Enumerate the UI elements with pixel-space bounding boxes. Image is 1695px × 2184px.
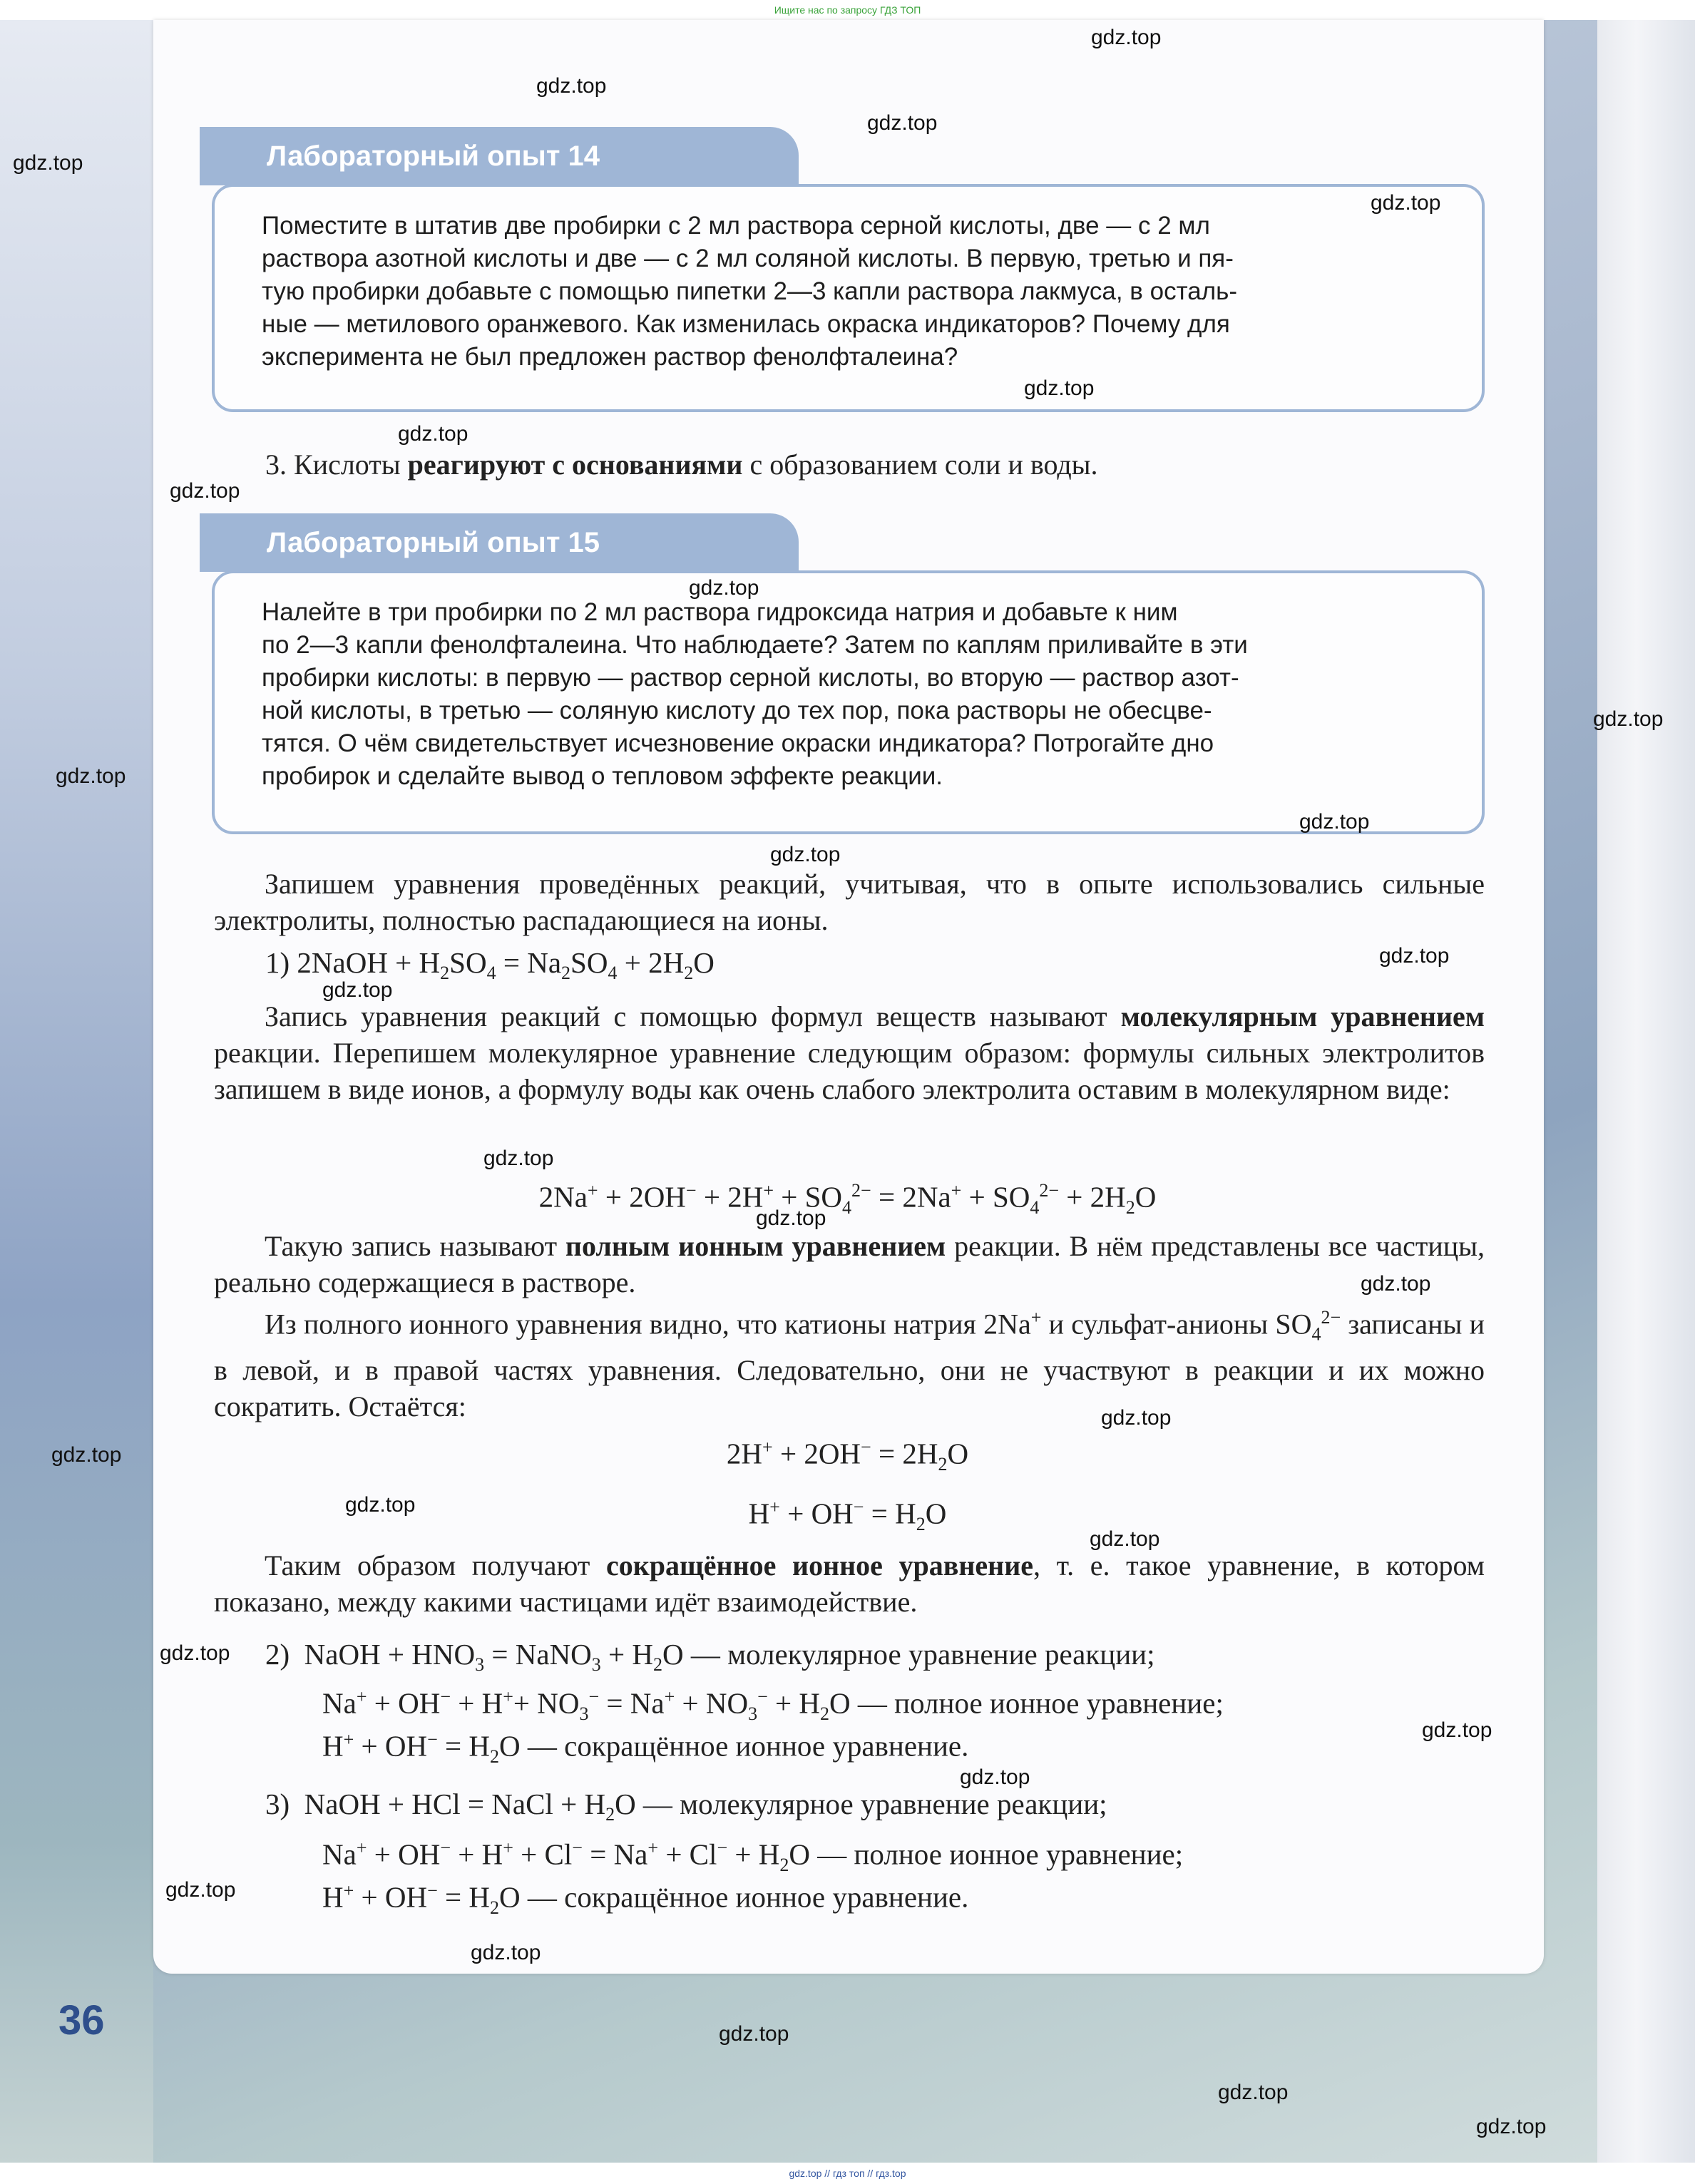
- lab15-line: тятся. О чём свидетельствует исчезновение окраски индикатора? Потрогайте дно: [262, 729, 1214, 757]
- equation-1-full-ionic: $2Na^+ + 2OH^- + 2H^+ + SO_4^{2-} = 2Na^+ + SO_4^{2-} + 2H_2O$: [538, 1180, 1157, 1218]
- equation-2-molecular: 2) NaOH + $HNO_3$ = NaNO$_3$ + $H_2O$ — молекулярное уравнение реакции;: [265, 1638, 1155, 1676]
- lab15-title: Лабораторный опыт 15: [200, 513, 799, 572]
- watermark: gdz.top: [160, 1641, 230, 1665]
- lab15-box: [212, 570, 1485, 834]
- header-note: Ищите нас по запросу ГДЗ ТОП: [774, 4, 921, 16]
- watermark: gdz.top: [719, 2022, 789, 2046]
- equation-reduced-1: $2H^+ + 2OH^- = 2H_2O$: [726, 1437, 969, 1475]
- watermark: gdz.top: [1090, 1527, 1160, 1551]
- watermark: gdz.top: [1091, 26, 1162, 49]
- watermark: gdz.top: [398, 422, 468, 446]
- watermark: gdz.top: [1218, 2081, 1289, 2104]
- lab15-line: пробирок и сделайте вывод о тепловом эффекте реакции.: [262, 762, 943, 790]
- watermark: gdz.top: [1371, 191, 1441, 215]
- watermark: gdz.top: [51, 1443, 122, 1467]
- book-spine: [1597, 20, 1695, 2163]
- watermark: gdz.top: [345, 1493, 416, 1517]
- watermark: gdz.top: [483, 1147, 554, 1170]
- equation-reduced-2: $H^+ + OH^- = H_2O$: [748, 1497, 947, 1534]
- watermark: gdz.top: [756, 1206, 826, 1230]
- watermark: gdz.top: [170, 479, 240, 503]
- watermark: gdz.top: [960, 1765, 1030, 1789]
- lab14-box: [212, 184, 1485, 412]
- watermark: gdz.top: [1361, 1272, 1431, 1296]
- watermark: gdz.top: [536, 74, 607, 98]
- equation-1-molecular: 1) 2NaOH + $H_2SO_4 = Na_2SO_4 + 2H_2O$: [265, 946, 715, 984]
- footer-note: gdz.top // гдз топ // гдз.top: [789, 2168, 906, 2179]
- watermark: gdz.top: [1101, 1406, 1172, 1430]
- equation-2-short: $H^+ + OH^- = H_2O$ — сокращённое ионное уравнение.: [322, 1729, 969, 1767]
- watermark: gdz.top: [56, 764, 126, 788]
- watermark: gdz.top: [1593, 707, 1664, 731]
- lab14-line: раствора азотной кислоты и две — с 2 мл соляной кислоты. В первую, третью и пя-: [262, 245, 1234, 272]
- lab14-line: эксперимента не был предложен раствор фенолфталеина?: [262, 343, 958, 371]
- left-background: [0, 20, 153, 2163]
- lab14-line: ные — метилового оранжевого. Как изменилась окраска индикаторов? Почему для: [262, 310, 1230, 338]
- lab15-line: по 2—3 капли фенолфталеина. Что наблюдаете? Затем по каплям приливайте в эти: [262, 631, 1248, 659]
- watermark: gdz.top: [770, 843, 841, 866]
- equation-3-full: $Na^+ + OH^- + H^+ + Cl^- = Na^+ + Cl^- + H_2O$ — полное ионное уравнение;: [322, 1837, 1184, 1875]
- watermark: gdz.top: [1422, 1718, 1492, 1742]
- paragraph-3: Такую запись называют полным ионным уравнением реакции. В нём представлены все частицы, реально содержащиеся в растворе.: [214, 1230, 1485, 1298]
- lab15-line: Налейте в три пробирки по 2 мл раствора гидроксида натрия и добавьте к ним: [262, 598, 1178, 626]
- watermark: gdz.top: [322, 978, 393, 1002]
- watermark: gdz.top: [689, 576, 759, 600]
- equation-3-short: $H^+ + OH^- = H_2O$ — сокращённое ионное уравнение.: [322, 1880, 969, 1918]
- paragraph-5: Таким образом получают сокращённое ионное уравнение, т. е. такое уравнение, в котором показано, между какими частицами идёт взаимодействие.: [214, 1549, 1485, 1618]
- watermark: gdz.top: [1476, 2115, 1547, 2138]
- watermark: gdz.top: [165, 1878, 236, 1902]
- item-3: 3. Кислоты реагируют с основаниями с образованием соли и воды.: [265, 448, 1098, 481]
- lab14-title: Лабораторный опыт 14: [200, 127, 799, 185]
- lab15-line: пробирки кислоты: в первую — раствор серной кислоты, во вторую — раствор азот-: [262, 664, 1239, 692]
- watermark: gdz.top: [13, 151, 83, 175]
- paragraph-2: Запись уравнения реакций с помощью формул веществ называют молекулярным уравнением реакции. Перепишем молекулярное уравнение следующим образом: формулы сильных электролитов запишем в виде ионов, а формулу воды как очень слабого электролита оставим в молекулярном виде:: [214, 1000, 1485, 1105]
- watermark: gdz.top: [867, 111, 938, 135]
- watermark: gdz.top: [1379, 944, 1450, 968]
- lab15-line: ной кислоты, в третью — соляную кислоту до тех пор, пока растворы не обесцве-: [262, 697, 1212, 724]
- watermark: gdz.top: [1024, 376, 1095, 400]
- equation-2-full: $Na^+ + OH^- + H^++ NO_3^- = Na^+ + NO_3^- + H_2O$ — полное ионное уравнение;: [322, 1686, 1224, 1724]
- paragraph-1: Запишем уравнения проведённых реакций, учитывая, что в опыте использовались сильные электролиты, полностью распадающиеся на ионы.: [214, 868, 1485, 936]
- paragraph-4: Из полного ионного уравнения видно, что катионы натрия 2Na+ и сульфат-анионы $SO_4^{2-}$ записаны и в левой, и в правой частях уравнения. Следовательно, они не участвуют в реакции и их можно сократить. Остаётся:: [214, 1307, 1485, 1423]
- equation-3-molecular: 3) NaOH + HCl = NaCl + $H_2O$ — молекулярное уравнение реакции;: [265, 1788, 1107, 1825]
- lab14-line: Поместите в штатив две пробирки с 2 мл раствора серной кислоты, две — с 2 мл: [262, 212, 1210, 240]
- lab14-line: тую пробирки добавьте с помощью пипетки 2—3 капли раствора лакмуса, в осталь-: [262, 277, 1238, 305]
- page-number: 36: [58, 1997, 105, 2044]
- watermark: gdz.top: [1299, 810, 1370, 834]
- watermark: gdz.top: [471, 1941, 541, 1964]
